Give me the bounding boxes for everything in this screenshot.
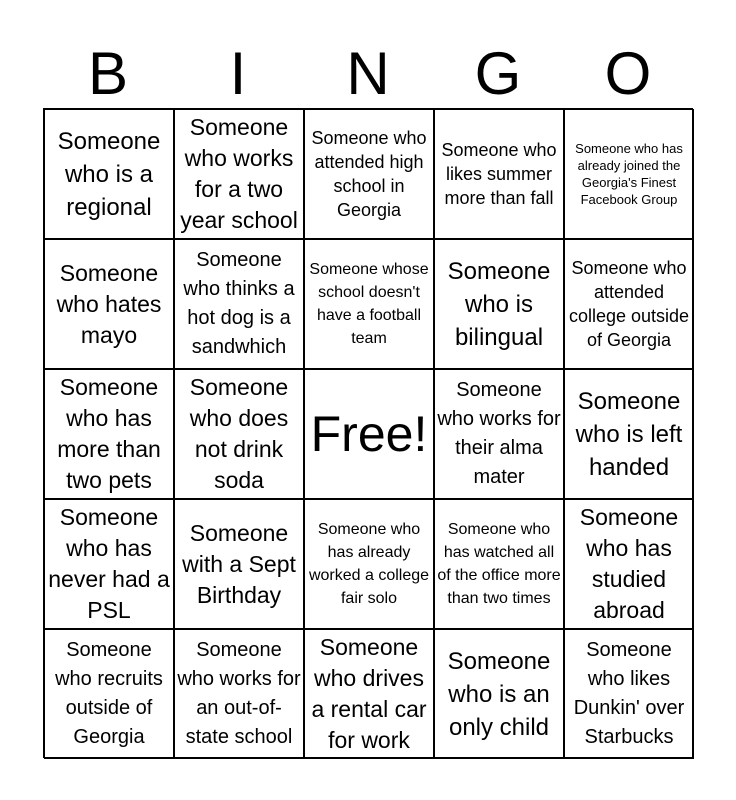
header-letter-o: O: [604, 40, 652, 107]
bingo-cell[interactable]: [174, 629, 304, 759]
cell-text: Someone who is bilingual: [447, 257, 551, 351]
cell-text: Someone who does not drink soda: [189, 374, 289, 493]
bingo-cell[interactable]: [174, 109, 304, 239]
cell-text: Someone who works for their alma mater: [437, 379, 561, 488]
bingo-cell[interactable]: [564, 239, 694, 369]
bingo-cell[interactable]: [304, 239, 434, 369]
cell-text: Someone who has studied abroad: [579, 504, 679, 623]
cell-text: Someone who has more than two pets: [57, 374, 161, 493]
cell-text: Someone who likes Dunkin' over Starbucks: [573, 639, 685, 748]
cell-text: Someone who is an only child: [447, 647, 551, 741]
cell-text: Someone who works for an out-of-state school: [177, 639, 301, 748]
cell-text: Someone who is left handed: [575, 387, 683, 481]
bingo-cell[interactable]: [174, 239, 304, 369]
bingo-cell[interactable]: [564, 109, 694, 239]
cell-text: Someone who has already joined the Georgia's Finest Facebook Group: [575, 141, 683, 207]
bingo-cell[interactable]: [174, 369, 304, 499]
bingo-header: [43, 40, 693, 108]
bingo-cell[interactable]: [564, 499, 694, 629]
cell-text: Someone who attended high school in Georgia: [311, 128, 427, 220]
bingo-cell[interactable]: [304, 109, 434, 239]
free-cell[interactable]: [304, 369, 434, 499]
cell-text: Someone whose school doesn't have a football team: [309, 261, 429, 347]
header-letter-g: G: [474, 40, 522, 107]
bingo-cell[interactable]: [44, 499, 174, 629]
cell-text: Someone who drives a rental car for work: [311, 634, 427, 753]
header-letter-b: B: [87, 40, 129, 107]
bingo-cell[interactable]: [564, 369, 694, 499]
header-letter-i: I: [229, 40, 247, 107]
bingo-cell[interactable]: [304, 629, 434, 759]
cell-text: Someone who attended college outside of Georgia: [568, 258, 690, 350]
bingo-cell[interactable]: [44, 369, 174, 499]
bingo-cell[interactable]: [434, 499, 564, 629]
bingo-cell[interactable]: [304, 499, 434, 629]
bingo-board: [43, 108, 693, 758]
bingo-cell[interactable]: [564, 629, 694, 759]
bingo-cell[interactable]: [434, 109, 564, 239]
bingo-cell[interactable]: [434, 629, 564, 759]
bingo-cell[interactable]: [44, 109, 174, 239]
cell-text: Someone who recruits outside of Georgia: [55, 639, 163, 748]
bingo-cell[interactable]: [434, 369, 564, 499]
free-label: Free!: [310, 406, 428, 462]
cell-text: Someone who thinks a hot dog is a sandwhich: [183, 249, 295, 358]
bingo-cell[interactable]: [174, 499, 304, 629]
cell-text: Someone who has never had a PSL: [48, 504, 170, 623]
cell-text: Someone who works for a two year school: [180, 114, 298, 233]
cell-text: Someone who has already worked a college fair solo: [308, 521, 430, 607]
bingo-cell[interactable]: [44, 239, 174, 369]
cell-text: Someone who has watched all of the office more than two times: [437, 521, 561, 607]
cell-text: Someone who hates mayo: [56, 259, 162, 348]
cell-text: Someone who likes summer more than fall: [441, 140, 557, 208]
bingo-cell[interactable]: [44, 629, 174, 759]
header-letter-n: N: [346, 40, 390, 107]
cell-text: Someone with a Sept Birthday: [182, 519, 296, 608]
bingo-cell[interactable]: [434, 239, 564, 369]
cell-text: Someone who is a regional: [57, 127, 161, 221]
